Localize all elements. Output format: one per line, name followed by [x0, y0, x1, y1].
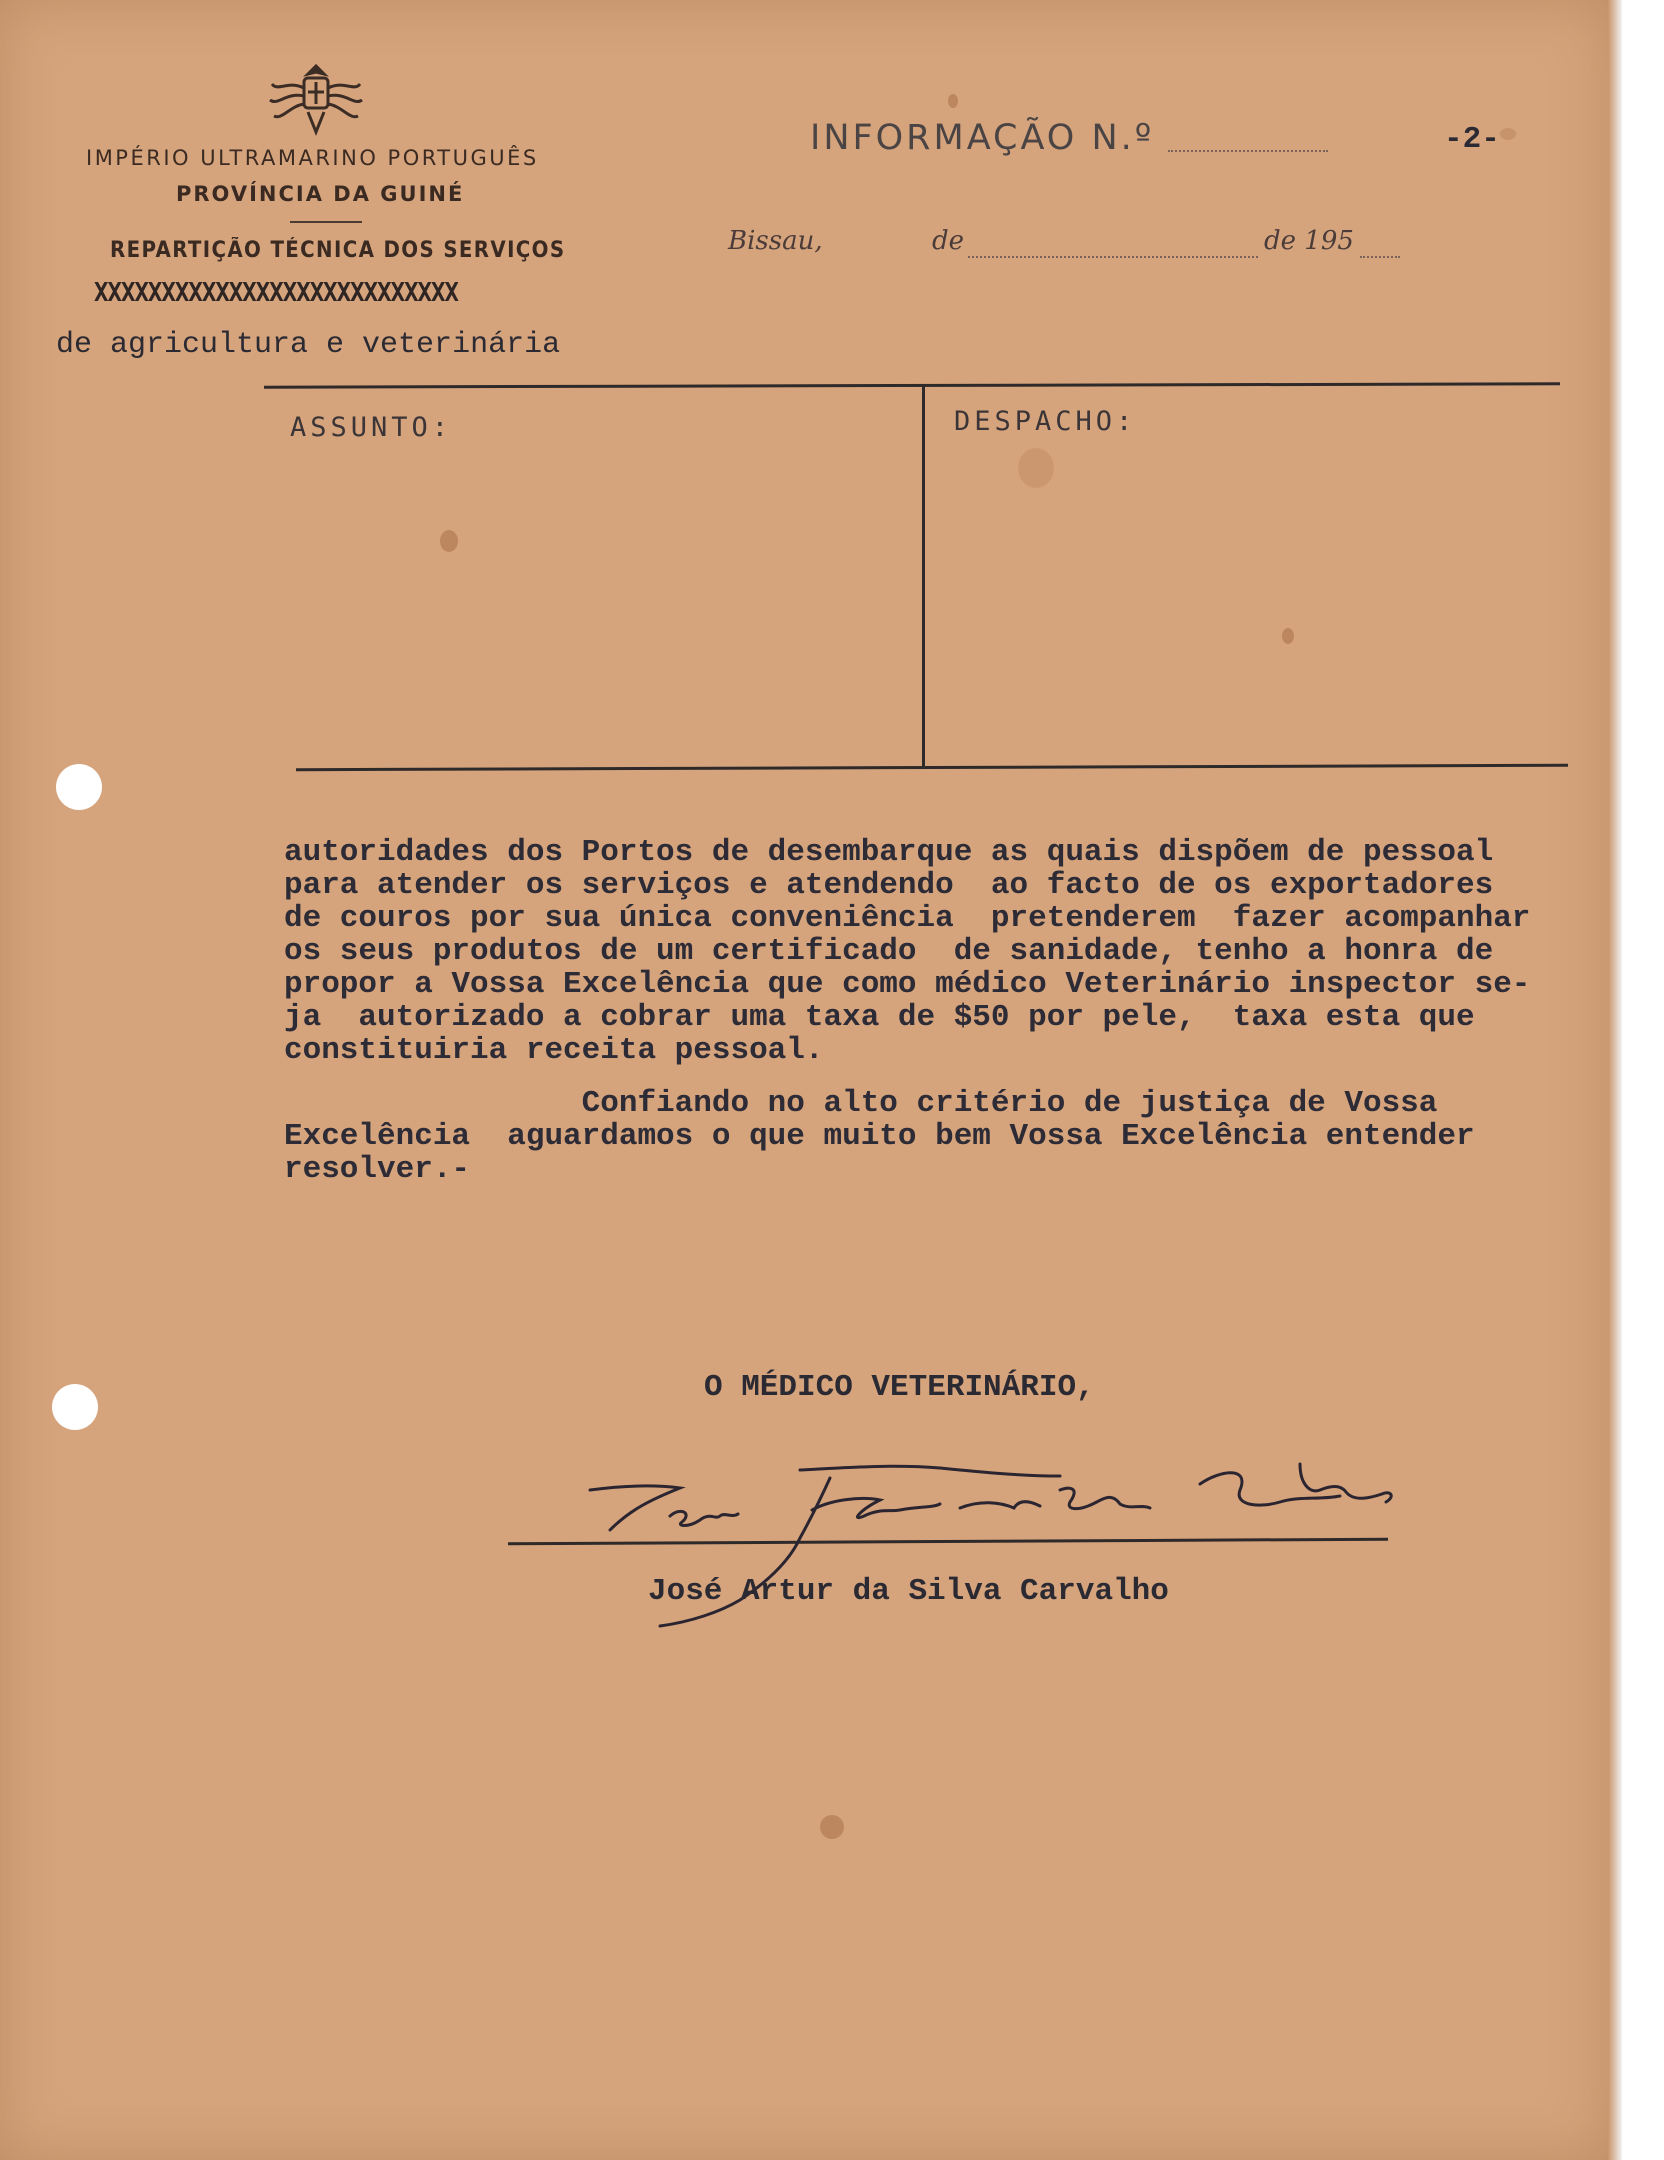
coat-of-arms-icon [268, 62, 364, 138]
letter-body [284, 836, 1624, 1186]
province-heading: PROVÍNCIA DA GUINÉ [176, 182, 465, 206]
signer-title: O MÉDICO VETERINÁRIO, [704, 1370, 1095, 1405]
struck-out-text: XXXXXXXXXXXXXXXXXXXXXXXXXXX [94, 278, 458, 308]
body-line: os seus produtos de um certificado de sanidade, tenho a honra de [284, 934, 1494, 969]
body-line: propor a Vossa Excelência que como médico Veterinário inspector se- [284, 967, 1531, 1002]
empire-heading: IMPÉRIO ULTRAMARINO PORTUGUÊS [86, 146, 539, 170]
body-line: constituiria receita pessoal. [284, 1033, 824, 1068]
stain [1282, 628, 1294, 644]
body-line: ja autorizado a cobrar uma taxa de $50 por pele, taxa esta que [284, 1000, 1475, 1035]
signer-name: José Artur da Silva Carvalho [648, 1574, 1169, 1609]
body-line: autoridades dos Portos de desembarque as quais dispõem de pessoal [284, 835, 1494, 870]
column-divider [922, 386, 925, 766]
stain [948, 94, 958, 108]
subject-label: ASSUNTO: [290, 412, 453, 443]
body-line: resolver.- [284, 1152, 471, 1187]
dotted-fill-line [968, 256, 1258, 258]
stain [1018, 448, 1054, 488]
punch-hole [56, 764, 102, 810]
stain [440, 530, 458, 552]
body-line: para atender os serviços e atendendo ao facto de os exportadores [284, 868, 1494, 903]
body-line: Confiando no alto critério de justiça de Vossa [284, 1086, 1438, 1121]
punch-hole [52, 1384, 98, 1430]
stain [1500, 128, 1516, 140]
header-divider [290, 221, 362, 223]
typed-department: de agricultura e veterinária [56, 328, 561, 362]
information-number-label: INFORMAÇÃO N.º [810, 118, 1155, 158]
date-year-label: de 195 [1264, 226, 1354, 256]
department-heading: REPARTIÇÃO TÉCNICA DOS SERVIÇOS [110, 238, 566, 263]
body-line: Excelência aguardamos o que muito bem Vossa Excelência entender [284, 1119, 1475, 1154]
dotted-fill-line [1168, 150, 1328, 152]
page-number: -2- [1444, 122, 1500, 157]
place-label: Bissau, [728, 226, 823, 256]
stain [820, 1815, 844, 1839]
body-line: de couros por sua única conveniência pretenderem fazer acompanhar [284, 901, 1531, 936]
dispatch-label: DESPACHO: [954, 406, 1137, 437]
date-day-label: de [932, 226, 965, 256]
dotted-fill-line [1360, 256, 1400, 258]
